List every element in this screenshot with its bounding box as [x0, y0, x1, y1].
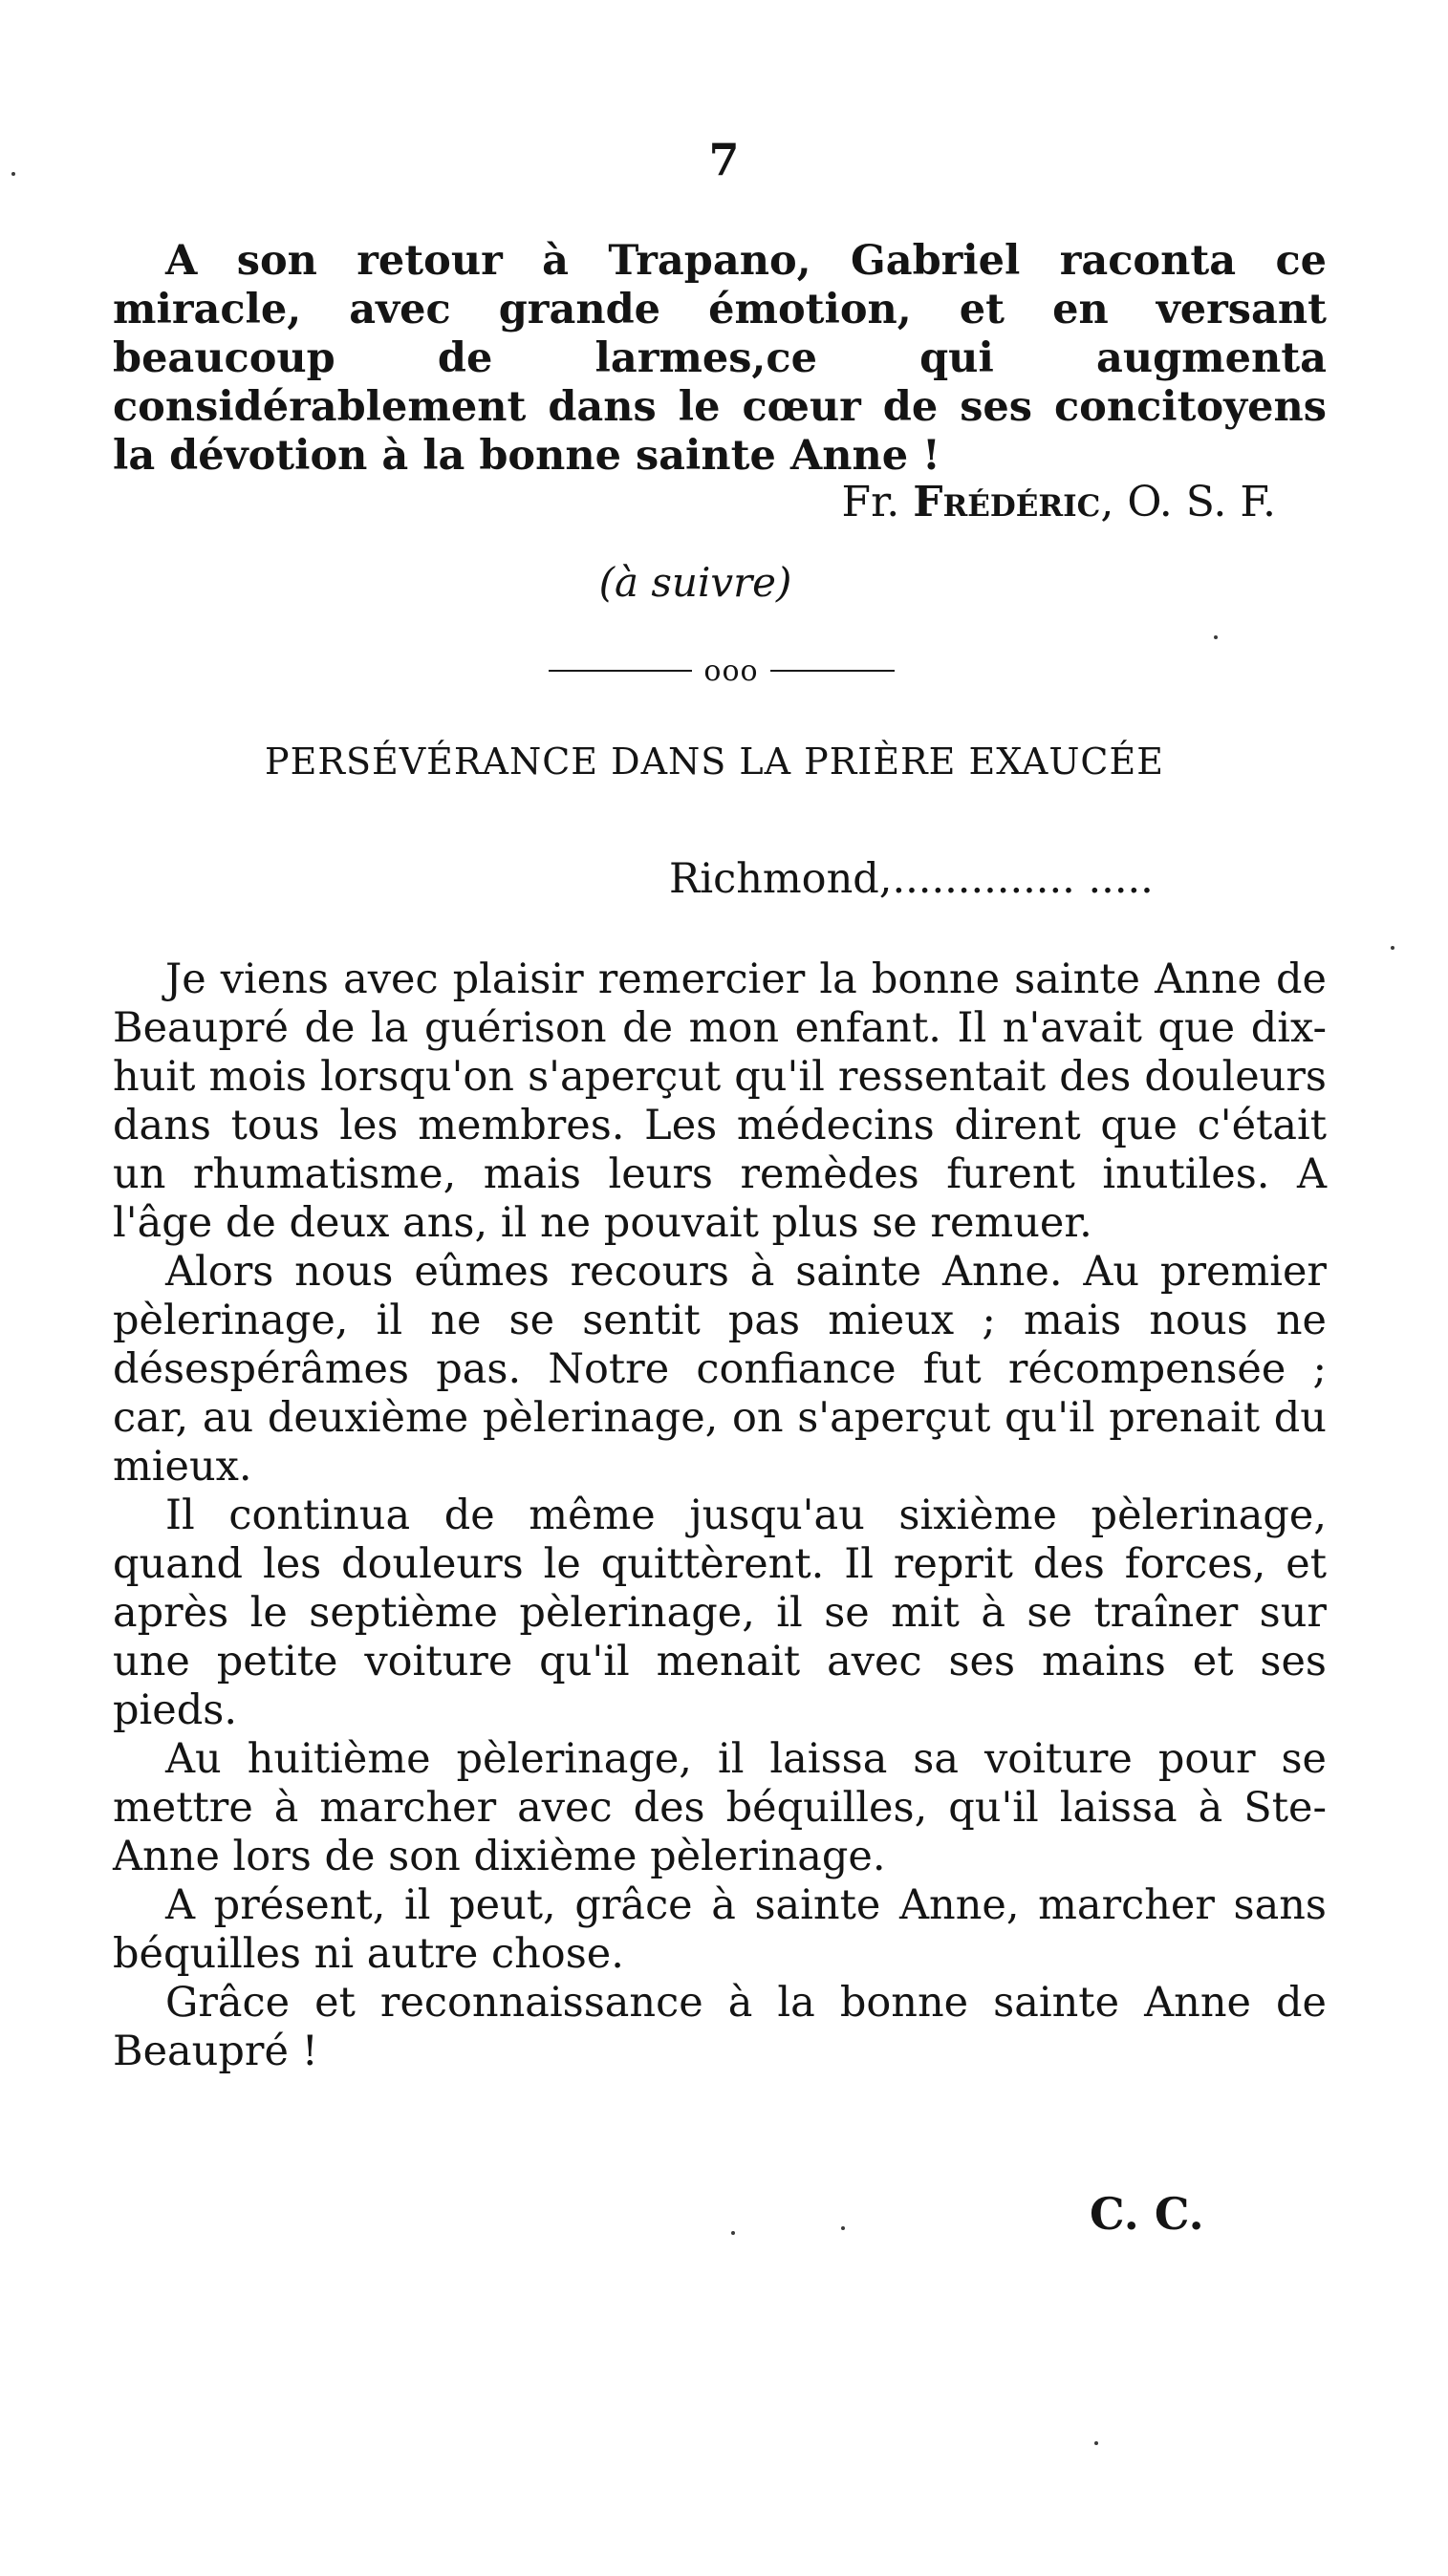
print-speck — [1094, 2441, 1098, 2445]
to-be-continued-note: (à suivre) — [598, 559, 792, 606]
letter-paragraph: Je viens avec plaisir remercier la bonne sainte Anne de Beaupré de la guérison de mon enfant. Il n'avait que dix-huit mois lorsqu'on s'aperçut qu'il ressentait des douleurs dans tous les membres. Les médecins dirent que c'était un rhumatisme, mais leurs remèdes furent inutiles. A l'âge de deux ans, il ne pouvait plus se remuer. — [113, 955, 1327, 1247]
letter-initials: C. C. — [1090, 2188, 1204, 2240]
signature-prefix: Fr. — [841, 478, 900, 526]
separator-ornament: ooo — [703, 654, 759, 688]
article-heading: PERSÉVÉRANCE DANS LA PRIÈRE EXAUCÉE — [265, 741, 1164, 783]
print-speck — [1391, 946, 1394, 950]
section-separator — [535, 652, 908, 690]
print-speck — [1214, 635, 1218, 639]
print-speck — [731, 2231, 735, 2235]
signature-suffix: , O. S. F. — [1100, 478, 1276, 526]
letter-paragraph: Il continua de même jusqu'au sixième pèlerinage, quand les douleurs le quittèrent. Il reprit des forces, et après le septième pèlerinage, il se mit à se traîner sur une petite voiture qu'il menait avec ses mains et ses pieds. — [113, 1492, 1327, 1734]
letter-body — [113, 955, 1327, 2076]
letter-paragraph: A présent, il peut, grâce à sainte Anne, marcher sans béquilles ni autre chose. — [113, 1881, 1327, 1978]
separator-rule-right — [770, 670, 895, 672]
letter-paragraph: Au huitième pèlerinage, il laissa sa voiture pour se mettre à marcher avec des béquilles, qu'il laissa à Ste-Anne lors de son dixième pèlerinage. — [113, 1735, 1327, 1880]
letter-place-line: Richmond,.............. ..... — [669, 855, 1154, 903]
author-signature — [0, 478, 1276, 526]
page-number: 7 — [708, 134, 740, 185]
previous-article-ending — [113, 237, 1327, 481]
separator-rule-left — [549, 670, 692, 672]
letter-paragraph: Grâce et reconnaissance à la bonne sainte Anne de Beaupré ! — [113, 1979, 1327, 2075]
letter-paragraph: Alors nous eûmes recours à sainte Anne. Au premier pèlerinage, il ne se sentit pas mieux ; mais nous ne désespérâmes pas. Notre confiance fut récompensée ; car, au deuxième pèlerinage, on s'aperçut qu'il prenait du mieux. — [113, 1248, 1327, 1491]
paragraph: A son retour à Trapano, Gabriel raconta ce miracle, avec grande émotion, et en versant beaucoup de larmes,ce qui augmenta considérablement dans le cœur de ses concitoyens la dévotion à la bonne sainte Anne ! — [113, 237, 1327, 480]
signature-name: Frédéric — [913, 478, 1101, 526]
print-speck — [11, 172, 15, 176]
print-speck — [841, 2226, 845, 2230]
